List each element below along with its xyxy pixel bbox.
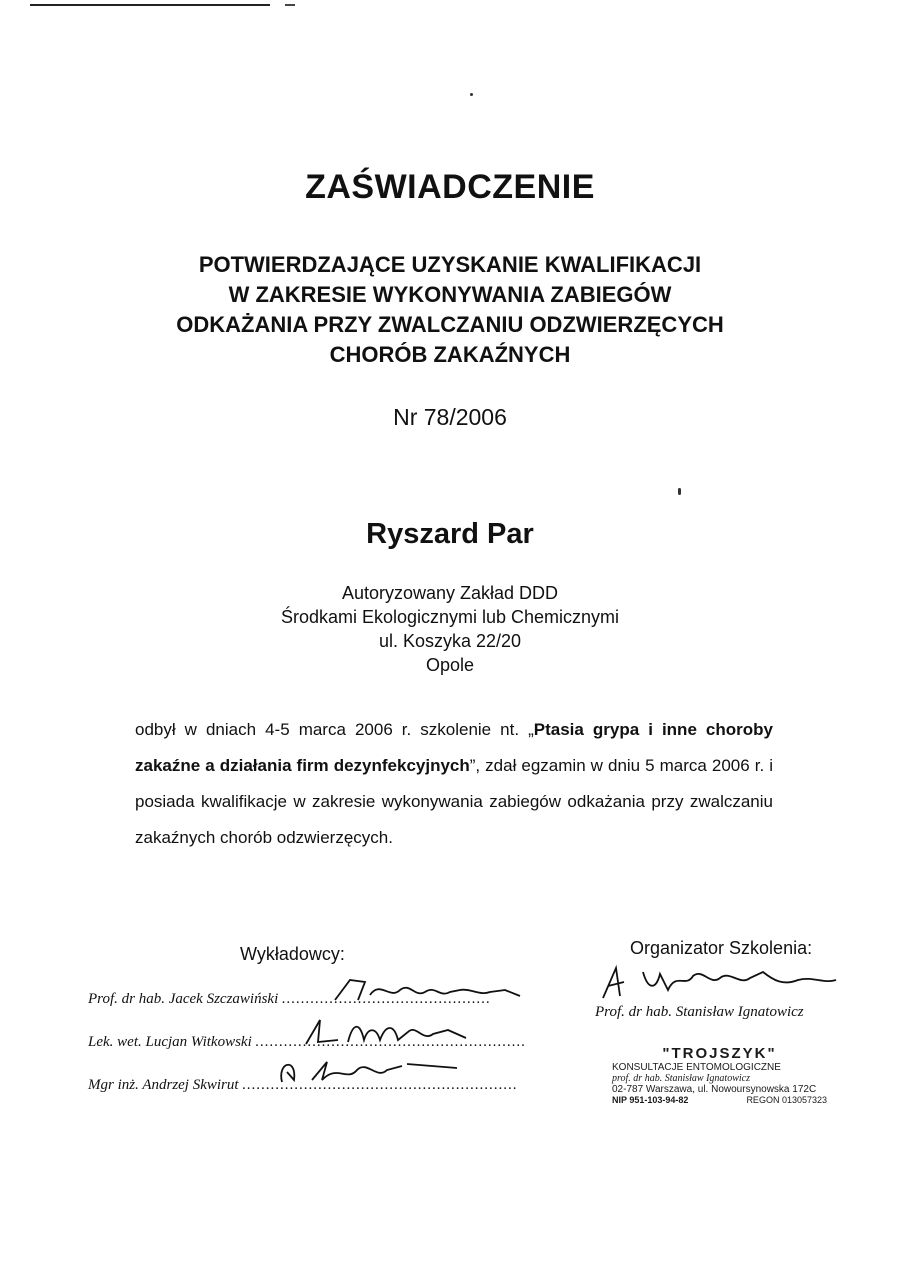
body-part-1: odbył w dniach 4-5 marca 2006 r. szkolenie nt. „ [135,720,534,739]
address-line: Autoryzowany Zakład DDD [341,583,559,603]
stamp-nip: NIP 951-103-94-82 [612,1095,689,1105]
signature-witkowski [298,1012,473,1052]
subtitle-line: ODKAŻANIA PRZY ZWALCZANIU ODZWIERZĘCYCH [176,312,724,337]
signature-skwirut [272,1052,462,1092]
lecturer-name: Lek. wet. Lucjan Witkowski [88,1034,252,1050]
address-line: ul. Koszyka 22/20 [378,631,522,651]
stamp-ids [612,1095,827,1105]
organizer-person: Prof. dr hab. Stanisław Ignatowicz [595,1004,804,1020]
recipient-name: Ryszard Par [366,518,534,550]
stamp-regon: REGON 013057323 [746,1095,827,1105]
recipient-address [0,581,900,677]
lecturer-name: Prof. dr hab. Jacek Szczawiński [88,991,279,1007]
signature-ignatowicz [598,960,838,1005]
stamp-company-name: "TROJSZYK" [662,1045,777,1062]
certificate-number: Nr 78/2006 [393,404,507,430]
certificate-body [135,712,773,856]
scan-speck [470,93,473,96]
lecturer-name: Mgr inż. Andrzej Skwirut [88,1077,239,1093]
scan-artifact-dash [285,4,295,6]
body-part-2: ”, zdał egzamin w dniu 5 marca 2006 r. i posiada kwalifikacje w zakresie wykonywania zabiegów odkażania przy zwalczaniu zakaźnych chorób odzwierzęcych. [135,756,774,847]
stamp-line: prof. dr hab. Stanisław Ignatowicz [612,1073,750,1084]
address-line: Środkami Ekologicznymi lub Chemicznymi [280,607,620,627]
scan-speck [678,488,681,495]
subtitle-line: POTWIERDZAJĄCE UZYSKANIE KWALIFIKACJI [198,252,702,277]
stamp-line: KONSULTACJE ENTOMOLOGICZNE [612,1062,781,1073]
certificate-subtitle [0,250,900,370]
lecturer-row: Lek. wet. Lucjan Witkowski ......................................................... [88,1034,527,1050]
scan-artifact-line [30,4,270,6]
certificate-title: ZAŚWIADCZENIE [305,168,595,206]
address-line: Opole [425,655,475,675]
lecturer-row: Prof. dr hab. Jacek Szczawiński ............................................ [88,991,491,1007]
organizer-heading: Organizator Szkolenia: [630,938,813,958]
organizer-stamp [612,1045,827,1105]
stamp-line: 02-787 Warszawa, ul. Nowoursynowska 172C [612,1084,817,1095]
signature-szczawinski [330,970,530,1010]
subtitle-line: CHORÓB ZAKAŹNYCH [329,342,571,367]
subtitle-line: W ZAKRESIE WYKONYWANIA ZABIEGÓW [228,282,672,307]
training-title: Ptasia grypa i inne choroby zakaźne a działania firm dezynfekcyjnych [135,720,773,775]
lecturers-heading: Wykładowcy: [240,944,345,964]
lecturer-row: Mgr inż. Andrzej Skwirut .......................................................... [88,1077,518,1093]
